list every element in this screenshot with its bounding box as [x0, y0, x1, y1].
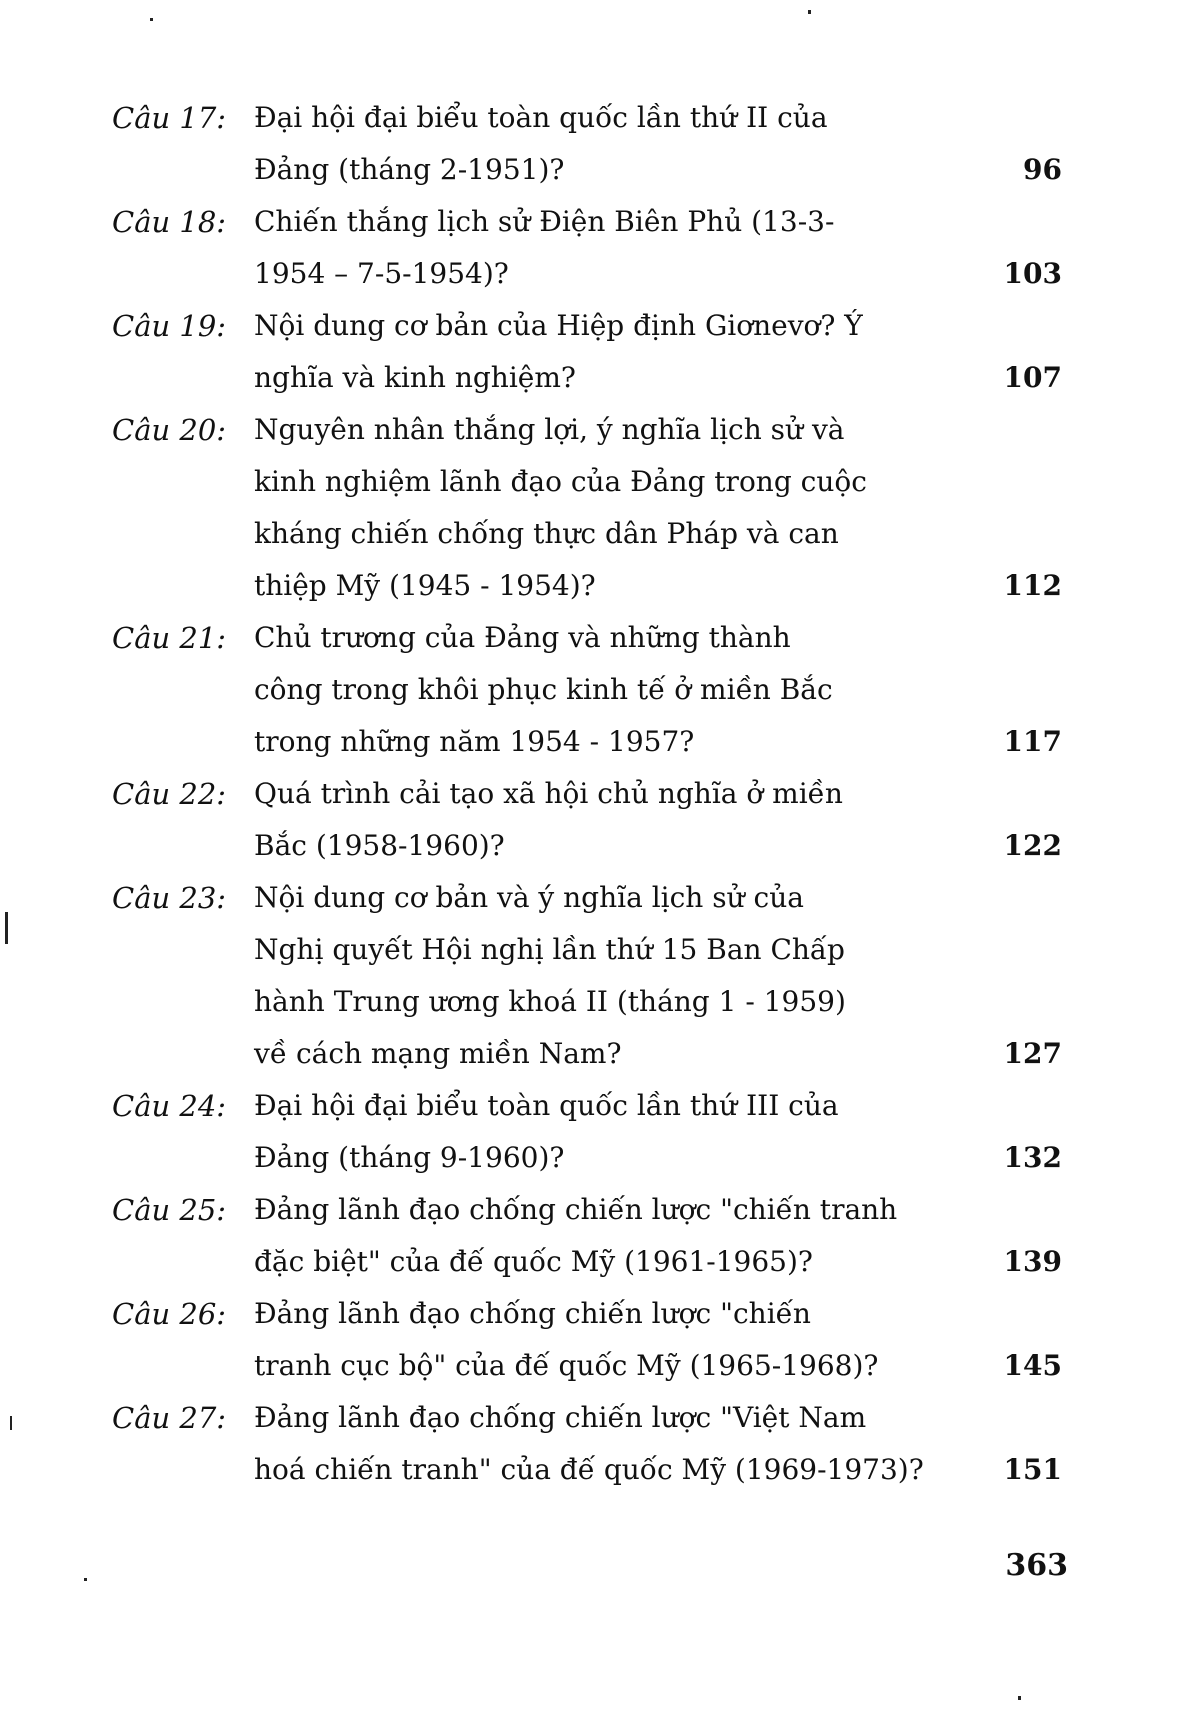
toc-entry-text: hoá chiến tranh" của đế quốc Mỹ (1969-1973)? [254, 1453, 924, 1486]
toc-entry-text: Nội dung cơ bản của Hiệp định Giơnevơ? Ý [254, 309, 863, 342]
toc-entry-line [254, 404, 1062, 456]
toc-entry-text: Đảng lãnh đạo chống chiến lược "chiến tranh [254, 1193, 898, 1226]
toc-entry [112, 1288, 1062, 1392]
toc-entry-line [254, 352, 1062, 404]
scan-margin-line [5, 912, 8, 944]
toc-entry [112, 1392, 1062, 1496]
toc-entry-page-number: 117 [1003, 725, 1062, 758]
toc-entry-line [254, 976, 1062, 1028]
toc-entry [112, 300, 1062, 404]
toc-entry-text: nghĩa và kinh nghiệm? [254, 361, 576, 394]
toc-entry-line [254, 456, 1062, 508]
toc-entry-page-number: 122 [1003, 829, 1062, 862]
page-number: 363 [1005, 1548, 1068, 1583]
toc-entry-title [254, 92, 1062, 196]
toc-entry-line [254, 1392, 1062, 1444]
toc-entry-label: Câu 21: [112, 621, 227, 655]
toc-entry-line [254, 300, 1062, 352]
toc-entry-line [254, 196, 1062, 248]
toc-entry-line [254, 716, 1062, 768]
toc-entry-text: hành Trung ương khoá II (tháng 1 - 1959) [254, 985, 846, 1018]
toc-entry-line [254, 612, 1062, 664]
toc-entry-text: kinh nghiệm lãnh đạo của Đảng trong cuộc [254, 465, 867, 498]
toc-entry-line [254, 1236, 1062, 1288]
toc-entry-line [254, 1080, 1062, 1132]
toc-entry [112, 872, 1062, 1080]
toc-entry-page-number: 127 [1003, 1037, 1062, 1070]
toc-entry-line [254, 872, 1062, 924]
toc-entry-text: Đảng (tháng 9-1960)? [254, 1141, 565, 1174]
toc-entry-text: Chiến thắng lịch sử Điện Biên Phủ (13-3- [254, 205, 835, 238]
toc-entry-text: thiệp Mỹ (1945 - 1954)? [254, 569, 596, 602]
toc-entry-title [254, 404, 1062, 612]
toc-entry-text: công trong khôi phục kinh tế ở miền Bắc [254, 673, 833, 706]
toc-entry-text: Đảng (tháng 2-1951)? [254, 153, 565, 186]
toc-entry-title [254, 1288, 1062, 1392]
scan-speck [150, 18, 153, 21]
toc-entry [112, 92, 1062, 196]
toc-entry-label: Câu 19: [112, 309, 227, 343]
toc-entry-text: kháng chiến chống thực dân Pháp và can [254, 517, 839, 550]
toc-entry-text: trong những năm 1954 - 1957? [254, 725, 695, 758]
toc-entry-text: tranh cục bộ" của đế quốc Mỹ (1965-1968)? [254, 1349, 879, 1382]
toc-entry [112, 1184, 1062, 1288]
toc-entry-text: Quá trình cải tạo xã hội chủ nghĩa ở miền [254, 777, 843, 810]
toc-entry-line [254, 508, 1062, 560]
toc-entry-page-number: 132 [1003, 1141, 1062, 1174]
toc-entry-label: Câu 18: [112, 205, 227, 239]
toc-entry-line [254, 248, 1062, 300]
toc-entry-line [254, 1340, 1062, 1392]
toc-entry-text: Nghị quyết Hội nghị lần thứ 15 Ban Chấp [254, 933, 845, 966]
toc-entry-line [254, 1444, 1062, 1496]
toc-entry-line [254, 1132, 1062, 1184]
toc-entry-line [254, 820, 1062, 872]
toc-entry-page-number: 151 [1003, 1453, 1062, 1486]
toc-entry-page-number: 112 [1003, 569, 1062, 602]
toc-entry [112, 404, 1062, 612]
toc-entry-title [254, 872, 1062, 1080]
toc-entry-text: Nguyên nhân thắng lợi, ý nghĩa lịch sử và [254, 413, 845, 446]
toc-entry-page-number: 103 [1003, 257, 1062, 290]
toc-entry-text: Đảng lãnh đạo chống chiến lược "chiến [254, 1297, 811, 1330]
toc-entry-text: Đại hội đại biểu toàn quốc lần thứ III của [254, 1089, 839, 1122]
toc-entry-line [254, 1288, 1062, 1340]
toc-entry-text: Đảng lãnh đạo chống chiến lược "Việt Nam [254, 1401, 867, 1434]
scan-speck [1018, 1696, 1021, 1700]
toc-entry-text: 1954 – 7-5-1954)? [254, 257, 509, 290]
toc-entry-text: về cách mạng miền Nam? [254, 1037, 622, 1070]
toc-entry-line [254, 924, 1062, 976]
toc-entry-line [254, 144, 1062, 196]
toc-entry-title [254, 300, 1062, 404]
toc-entry-title [254, 196, 1062, 300]
toc-entry [112, 1080, 1062, 1184]
toc-entry-label: Câu 17: [112, 101, 227, 135]
toc-entry-label: Câu 26: [112, 1297, 227, 1331]
toc-entry-title [254, 1392, 1062, 1496]
toc-entry-title [254, 1080, 1062, 1184]
toc-entry-page-number: 107 [1003, 361, 1062, 394]
toc-entry-line [254, 664, 1062, 716]
toc-entry-line [254, 1184, 1062, 1236]
table-of-contents [112, 92, 1062, 1496]
toc-entry-label: Câu 24: [112, 1089, 227, 1123]
toc-entry [112, 196, 1062, 300]
toc-entry-text: Chủ trương của Đảng và những thành [254, 621, 791, 654]
toc-entry-label: Câu 22: [112, 777, 227, 811]
toc-entry-page-number: 96 [1023, 153, 1062, 186]
toc-entry [112, 612, 1062, 768]
toc-entry-text: Nội dung cơ bản và ý nghĩa lịch sử của [254, 881, 804, 914]
toc-entry-label: Câu 23: [112, 881, 227, 915]
toc-entry-label: Câu 25: [112, 1193, 227, 1227]
toc-entry-title [254, 612, 1062, 768]
toc-entry-label: Câu 20: [112, 413, 227, 447]
scan-speck [84, 1578, 87, 1581]
toc-entry [112, 768, 1062, 872]
toc-entry-line [254, 1028, 1062, 1080]
toc-entry-text: đặc biệt" của đế quốc Mỹ (1961-1965)? [254, 1245, 813, 1278]
toc-entry-title [254, 768, 1062, 872]
toc-entry-line [254, 560, 1062, 612]
scan-margin-line [10, 1416, 12, 1430]
toc-entry-page-number: 139 [1003, 1245, 1062, 1278]
toc-entry-line [254, 92, 1062, 144]
toc-entry-text: Đại hội đại biểu toàn quốc lần thứ II của [254, 101, 828, 134]
toc-entry-title [254, 1184, 1062, 1288]
scan-speck [808, 10, 811, 14]
toc-entry-label: Câu 27: [112, 1401, 227, 1435]
toc-entry-text: Bắc (1958-1960)? [254, 829, 505, 862]
toc-entry-line [254, 768, 1062, 820]
toc-entry-page-number: 145 [1003, 1349, 1062, 1382]
